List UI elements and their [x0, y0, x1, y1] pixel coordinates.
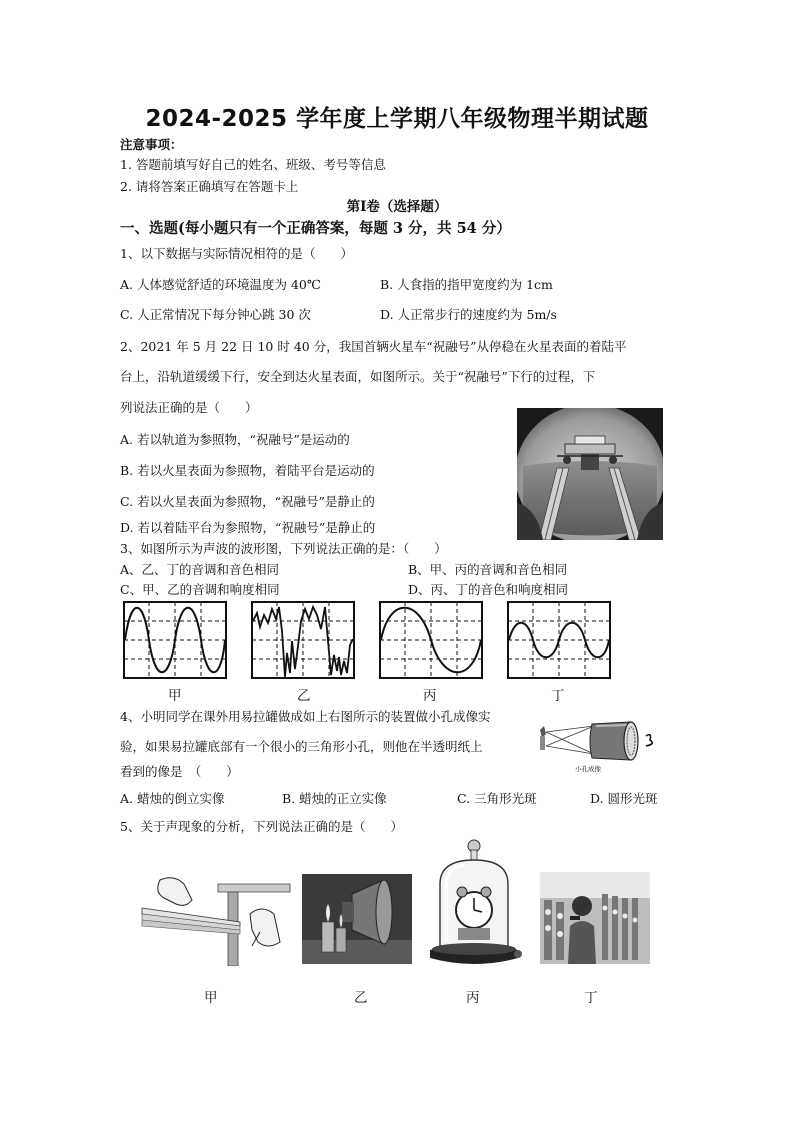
- part-title: 第Ⅰ卷（选择题）: [346, 199, 448, 215]
- q1-stem: 1、以下数据与实际情况相符的是（ ）: [120, 246, 353, 261]
- notes-item: 1. 答题前填写好自己的姓名、班级、考号等信息: [120, 157, 386, 172]
- page-title: 2024-2025 学年度上学期八年级物理半期试题: [145, 106, 649, 132]
- q3-option-c: C、甲、乙的音调和响度相同: [120, 582, 280, 597]
- q1-option-d: D. 人正常步行的速度约为 5m/s: [380, 307, 557, 322]
- wave-label: 丁: [551, 688, 565, 704]
- q4-option-b: B. 蜡烛的正立实像: [282, 791, 387, 806]
- bell-jar-alarm-clock-figure: [424, 838, 524, 970]
- q2-stem-line: 台上，沿轨道缓缓下行，安全到达火星表面，如图所示。关于“祝融号”下行的过程，下: [120, 369, 596, 384]
- factory-worker-figure: [540, 872, 650, 964]
- section-title: 一、选题(每小题只有一个正确答案，每题 3 分，共 54 分）: [120, 220, 511, 237]
- q2-stem-line: 2、2021 年 5 月 22 日 10 时 40 分，我国首辆火星车“祝融号”从停稳在火星表面的着陆平: [120, 339, 627, 354]
- notes-heading: 注意事项：: [120, 137, 183, 152]
- q5-stem: 5、关于声现象的分析，下列说法正确的是（ ）: [120, 819, 403, 834]
- q4-stem-line: 4、小明同学在课外用易拉罐做成如上右图所示的装置做小孔成像实: [120, 709, 491, 724]
- waveform-yi: [251, 601, 355, 679]
- q3-option-b: B、甲、丙的音调和音色相同: [408, 562, 568, 577]
- q2-option-c: C. 若以火星表面为参照物，“祝融号”是静止的: [120, 494, 375, 509]
- q1-option-a: A. 人体感觉舒适的环境温度为 40℃: [120, 277, 321, 292]
- speaker-candle-figure: [302, 874, 412, 964]
- q5-figure-label: 乙: [354, 990, 368, 1006]
- pinhole-figure-caption: 小孔成像: [575, 765, 601, 773]
- q4-stem-line: 看到的像是 （ ）: [120, 764, 239, 779]
- q4-option-c: C. 三角形光斑: [457, 791, 537, 806]
- q2-option-a: A. 若以轨道为参照物，“祝融号”是运动的: [120, 432, 350, 447]
- ruler-on-table-figure: [140, 874, 292, 966]
- q3-option-a: A、乙、丁的音调和音色相同: [120, 562, 280, 577]
- q3-option-d: D、丙、丁的音色和响度相同: [408, 582, 569, 597]
- q5-figure-label: 丙: [466, 990, 480, 1006]
- wave-label: 丙: [423, 688, 437, 704]
- wave-label: 乙: [297, 688, 311, 704]
- q2-stem-line: 列说法正确的是（ ）: [120, 400, 258, 415]
- q4-stem-line: 验，如果易拉罐底部有一个很小的三角形小孔，则他在半透明纸上: [120, 739, 483, 754]
- waveform-ding: [507, 601, 611, 679]
- waveform-jia: [123, 601, 227, 679]
- waveform-bing: [379, 601, 483, 679]
- q4-option-d: D. 圆形光斑: [590, 791, 658, 806]
- q2-option-d: D. 若以着陆平台为参照物，“祝融号”是静止的: [120, 520, 376, 535]
- q5-figure-label: 甲: [204, 990, 218, 1006]
- q5-figure-label: 丁: [584, 990, 598, 1006]
- q4-option-a: A. 蜡烛的倒立实像: [120, 791, 225, 806]
- mars-rover-photo: [517, 408, 663, 540]
- q1-option-c: C. 人正常情况下每分钟心跳 30 次: [120, 307, 311, 322]
- notes-item: 2. 请将答案正确填写在答题卡上: [120, 179, 299, 194]
- q2-option-b: B. 若以火星表面为参照物，着陆平台是运动的: [120, 463, 375, 478]
- q1-option-b: B. 人食指的指甲宽度约为 1cm: [380, 277, 553, 292]
- q3-stem: 3、如图所示为声波的波形图，下列说法正确的是：（ ）: [120, 541, 447, 556]
- wave-label: 甲: [168, 688, 182, 704]
